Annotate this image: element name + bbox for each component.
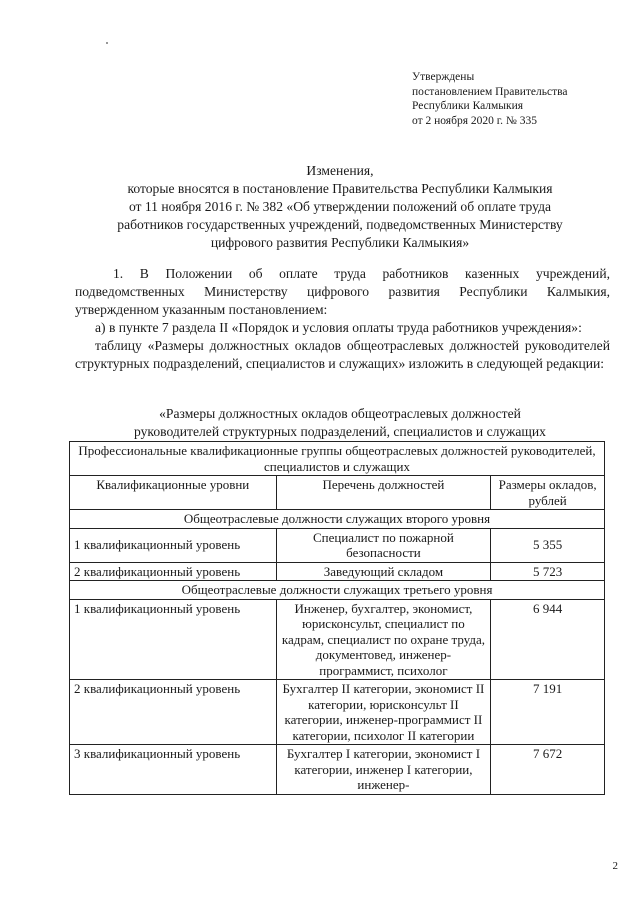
salary-cell: 7 672 — [491, 745, 605, 795]
positions-cell: Бухгалтер I категории, экономист I категории, инженер I категории, инженер- — [276, 745, 491, 795]
table-row — [70, 528, 605, 562]
table-header-row — [70, 442, 605, 476]
table-row — [70, 680, 605, 745]
paragraph-2: а) в пункте 7 раздела II «Порядок и условия оплаты труда работников учреждения»: — [95, 320, 582, 335]
table-row — [70, 745, 605, 795]
level-cell: 3 квалификационный уровень — [70, 745, 277, 795]
approval-line: Республики Калмыкия — [412, 100, 524, 113]
paragraph-3: таблицу «Размеры должностных окладов общеотраслевых должностей руководителей структурных подразделений, специалистов и служащих» изложить в следующей редакции: — [75, 338, 610, 371]
header-main-cell: Профессиональные квалификационные группы общеотраслевых должностей руководителей, специалистов и служащих — [70, 442, 605, 476]
table-title-line: руководителей структурных подразделений, специалистов и служащих — [134, 424, 546, 439]
col-header-levels: Квалификационные уровни — [70, 476, 277, 510]
table-row — [70, 562, 605, 581]
salary-cell: 5 355 — [491, 528, 605, 562]
approval-line: от 2 ноября 2020 г. № 335 — [412, 114, 538, 127]
title-line: которые вносятся в постановление Правительства Республики Калмыкия — [127, 181, 553, 196]
group-row — [70, 581, 605, 600]
positions-cell: Инженер, бухгалтер, экономист, юрисконсульт, специалист по кадрам, специалист по охране труда, документовед, инженер-программист, психолог — [276, 599, 491, 680]
scan-speck — [106, 42, 108, 44]
col-header-salary: Размеры окладов, рублей — [491, 476, 605, 510]
title-line: цифрового развития Республики Калмыкия» — [210, 235, 470, 250]
level-cell: 2 квалификационный уровень — [70, 680, 277, 745]
positions-cell: Бухгалтер II категории, экономист II категории, юрисконсульт II категории, инженер-программист II категории, психолог II категории — [276, 680, 491, 745]
body-text — [75, 265, 610, 373]
title-line: от 11 ноября 2016 г. № 382 «Об утверждении положений об оплате труда — [128, 199, 552, 214]
salary-table — [69, 441, 605, 795]
table-row — [70, 599, 605, 680]
group-row — [70, 510, 605, 529]
paragraph-1: 1. В Положении об оплате труда работников казенных учреждений, подведомственных Министерству цифрового развития Республики Калмыкия, утвержденном указанным постановлением: — [75, 266, 610, 317]
salary-cell: 5 723 — [491, 562, 605, 581]
col-header-positions: Перечень должностей — [276, 476, 491, 510]
level-cell: 1 квалификационный уровень — [70, 528, 277, 562]
table-header-row — [70, 476, 605, 510]
positions-cell: Заведующий складом — [276, 562, 491, 581]
level-cell: 1 квалификационный уровень — [70, 599, 277, 680]
table-title-line: «Размеры должностных окладов общеотраслевых должностей — [159, 406, 521, 421]
group-heading: Общеотраслевые должности служащих второго уровня — [70, 510, 605, 529]
approval-stamp — [412, 70, 568, 128]
table-title — [70, 405, 610, 441]
document-title — [40, 162, 640, 252]
salary-cell: 7 191 — [491, 680, 605, 745]
approval-line: постановлением Правительства — [412, 85, 568, 98]
title-line: Изменения, — [306, 163, 374, 178]
positions-cell: Специалист по пожарной безопасности — [276, 528, 491, 562]
group-heading: Общеотраслевые должности служащих третьего уровня — [70, 581, 605, 600]
salary-cell: 6 944 — [491, 599, 605, 680]
page-number: 2 — [612, 860, 618, 872]
level-cell: 2 квалификационный уровень — [70, 562, 277, 581]
title-line: работников государственных учреждений, подведомственных Министерству — [117, 217, 563, 232]
approval-line: Утверждены — [412, 71, 475, 83]
